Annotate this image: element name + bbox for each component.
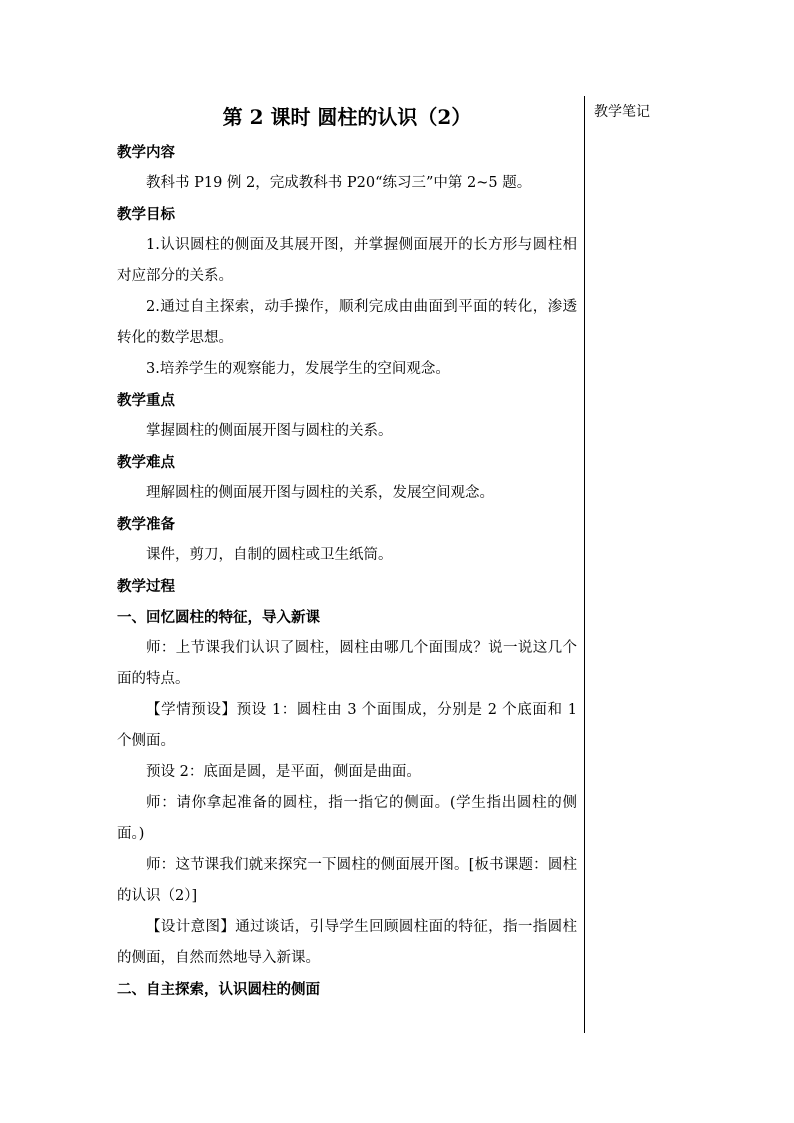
section-heading: 教学目标: [117, 206, 175, 223]
section-heading: 二、自主探索，认识圆柱的侧面: [117, 981, 320, 998]
lesson-title: 第 2 课时 圆柱的认识（2）: [222, 105, 472, 129]
section-heading: 一、回忆圆柱的特征，导入新课: [117, 609, 320, 626]
paragraph: 掌握圆柱的侧面展开图与圆柱的关系。: [146, 423, 393, 439]
lesson-content: [117, 100, 577, 1005]
section-heading: 教学重点: [117, 392, 175, 409]
paragraph: 【设计意图】通过谈话，引导学生回顾圆柱面的特征，指一指圆柱的侧面，自然而然地导入新课。: [117, 919, 577, 966]
section-heading: 教学内容: [117, 144, 175, 161]
paragraph: 【学情预设】预设 1：圆柱由 3 个面围成，分别是 2 个底面和 1 个侧面。: [117, 702, 577, 749]
paragraph: 课件，剪刀，自制的圆柱或卫生纸筒。: [146, 547, 393, 563]
paragraph: 预设 2：底面是圆，是平面，侧面是曲面。: [146, 764, 421, 780]
paragraph: 3.培养学生的观察能力，发展学生的空间观念。: [146, 361, 450, 377]
section-heading: 教学难点: [117, 454, 175, 471]
paragraph: 师：请你拿起准备的圆柱，指一指它的侧面。(学生指出圆柱的侧面。): [117, 795, 577, 842]
paragraph: 理解圆柱的侧面展开图与圆柱的关系，发展空间观念。: [146, 485, 494, 501]
paragraph: 教科书 P19 例 2，完成教科书 P20“练习三”中第 2~5 题。: [146, 175, 532, 191]
section-heading: 教学准备: [117, 516, 175, 533]
section-heading: 教学过程: [117, 578, 175, 595]
paragraph: 师：这节课我们就来探究一下圆柱的侧面展开图。[板书课题：圆柱的认识（2）]: [117, 857, 577, 904]
paragraph: 2.通过自主探索，动手操作，顺利完成由曲面到平面的转化，渗透转化的数学思想。: [117, 299, 577, 346]
column-divider: [584, 96, 585, 1033]
paragraph: 师：上节课我们认识了圆柱，圆柱由哪几个面围成？说一说这几个面的特点。: [117, 640, 577, 687]
paragraph: 1.认识圆柱的侧面及其展开图，并掌握侧面展开的长方形与圆柱相对应部分的关系。: [117, 237, 577, 284]
teaching-notes-label: 教学笔记: [594, 104, 650, 120]
